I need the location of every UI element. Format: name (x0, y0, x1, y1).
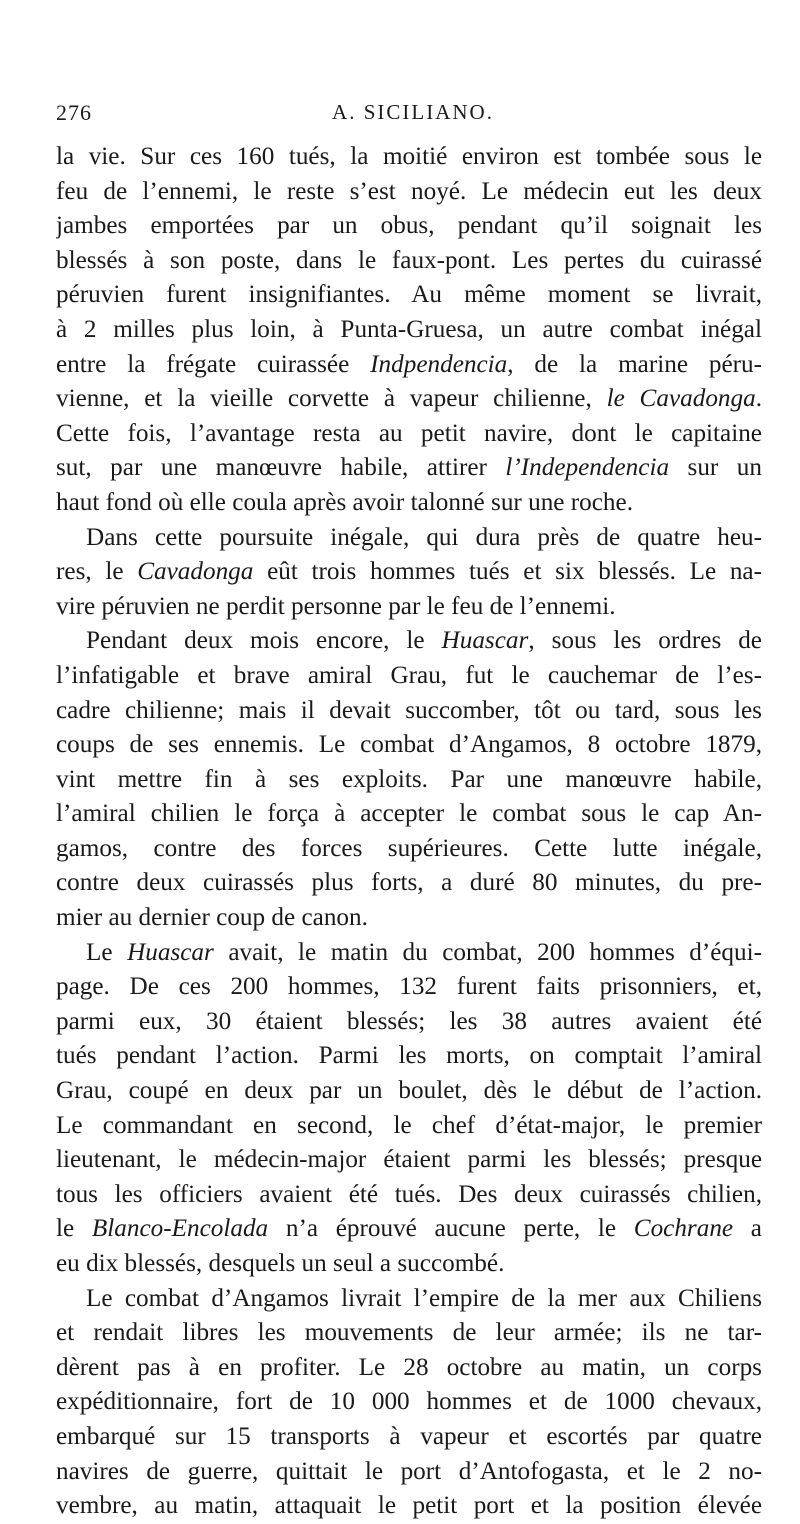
text-run: eût trois hommes tués et six blessés. Le na- (253, 558, 762, 586)
text-run: contre deux cuirassés plus forts, a duré 80 minutes, du pre- (56, 869, 762, 897)
text-run: vienne, et la vieille corvette à vapeur chilienne, (56, 385, 607, 413)
text-run: et rendait libres les mouvements de leur armée; ils ne tar- (56, 1319, 762, 1347)
text-line (56, 1351, 762, 1386)
text-line (56, 417, 762, 452)
text-run: res, le (56, 558, 138, 586)
body-text (56, 140, 762, 1524)
text-run: , de la marine péru- (507, 350, 762, 378)
text-run: jambes emportées par un obus, pendant qu’il soignait les (56, 212, 762, 240)
text-line (56, 1074, 762, 1109)
text-run: coups de ses ennemis. Le combat d’Angamos, 8 octobre 1879, (56, 731, 762, 759)
italic-text: Cavadonga (137, 558, 254, 586)
text-run: l’infatigable et brave amiral Grau, fut le cauchemar de l’es- (56, 661, 762, 689)
paragraph (56, 936, 762, 1282)
text-line (56, 1109, 762, 1144)
italic-text: le Cavadonga (606, 385, 756, 413)
text-line (56, 278, 762, 313)
text-line (56, 244, 762, 279)
text-run: vembre, au matin, attaquait le petit port et la position élevée (56, 1492, 762, 1520)
text-run: navires de guerre, quittait le port d’Antofogasta, et le 2 no- (56, 1457, 762, 1485)
text-run: tous les officiers avaient été tués. Des deux cuirassés chilien, (56, 1180, 762, 1208)
text-line (56, 1385, 762, 1420)
text-line (56, 901, 762, 936)
text-run: haut fond où elle coula après avoir talonné sur une roche. (56, 488, 634, 516)
text-run: Le combat d’Angamos livrait l’empire de la mer aux Chiliens (86, 1284, 762, 1312)
text-line (56, 866, 762, 901)
text-line (56, 763, 762, 798)
page-number: 276 (56, 100, 92, 125)
text-run: eu dix blessés, desquels un seul a succombé. (56, 1250, 505, 1277)
text-run: entre la frégate cuirassée (56, 350, 371, 378)
text-run: feu de l’ennemi, le reste s’est noyé. Le médecin eut les deux (56, 177, 762, 205)
text-run: Le commandant en second, le chef d’état-major, le premier (56, 1111, 762, 1139)
italic-text: Blanco-Encolada (91, 1215, 269, 1243)
text-run: Pendant deux mois encore, le (86, 627, 442, 655)
text-line (56, 1143, 762, 1178)
text-run: vire péruvien ne perdit personne par le feu de l’ennemi. (56, 592, 616, 620)
text-line (56, 1212, 762, 1247)
text-line (56, 209, 762, 244)
paragraph (56, 624, 762, 935)
text-run: Le (86, 938, 128, 966)
text-line (56, 1247, 762, 1282)
text-line (56, 175, 762, 210)
text-run: embarqué sur 15 transports à vapeur et escortés par quatre (56, 1422, 762, 1450)
text-line (56, 521, 762, 556)
running-head: A. SICILIANO. (332, 100, 494, 124)
text-run: gamos, contre des forces supérieures. Cette lutte inégale, (56, 834, 762, 862)
text-line (56, 1420, 762, 1455)
text-run: tués pendant l’action. Parmi les morts, on comptait l’amiral (56, 1042, 762, 1070)
text-run: à 2 milles plus loin, à Punta-Gruesa, un autre combat inégal (56, 315, 762, 343)
text-line (56, 382, 762, 417)
text-run: sur un (669, 454, 762, 482)
text-line (56, 486, 762, 521)
text-line (56, 970, 762, 1005)
text-line (56, 832, 762, 867)
text-line (56, 313, 762, 348)
text-run: péruvien furent insignifiantes. Au même moment se livrait, (56, 281, 762, 309)
paragraph (56, 521, 762, 625)
text-line (56, 348, 762, 383)
text-run: lieutenant, le médecin-major étaient parmi les blessés; presque (56, 1146, 762, 1174)
text-run: mier au dernier coup de canon. (56, 904, 368, 932)
text-line (56, 1282, 762, 1317)
text-line (56, 451, 762, 486)
text-line (56, 936, 762, 971)
text-run: a (733, 1215, 762, 1243)
text-run: expéditionnaire, fort de 10 000 hommes et de 1000 chevaux, (56, 1388, 762, 1416)
text-run: , sous les ordres de (528, 627, 762, 655)
text-run: . (755, 385, 762, 413)
text-run: sut, par une manœuvre habile, attirer (56, 454, 506, 482)
text-line (56, 694, 762, 729)
text-line (56, 1455, 762, 1490)
text-line (56, 140, 762, 175)
text-run: page. De ces 200 hommes, 132 furent faits prisonniers, et, (56, 973, 762, 1001)
text-run: Dans cette poursuite inégale, qui dura près de quatre heu- (86, 523, 762, 551)
text-line (56, 1316, 762, 1351)
italic-text: l’Independencia (505, 454, 670, 482)
text-run: blessés à son poste, dans le faux-pont. Les pertes du cuirassé (56, 246, 762, 274)
paragraph (56, 1282, 762, 1524)
text-line (56, 1005, 762, 1040)
text-run: avait, le matin du combat, 200 hommes d’équi- (213, 938, 762, 966)
italic-text: Indpendencia (370, 350, 508, 378)
text-run: parmi eux, 30 étaient blessés; les 38 autres avaient été (56, 1007, 762, 1035)
text-line (56, 1489, 762, 1524)
text-run: le (56, 1215, 92, 1243)
page-header (56, 100, 760, 130)
text-run: vint mettre fin à ses exploits. Par une manœuvre habile, (56, 765, 762, 793)
text-run: l’amiral chilien le força à accepter le combat sous le cap An- (56, 800, 762, 828)
text-line (56, 555, 762, 590)
text-line (56, 624, 762, 659)
text-run: cadre chilienne; mais il devait succomber, tôt ou tard, sous les (56, 696, 762, 724)
text-run: n’a éprouvé aucune perte, le (268, 1215, 634, 1243)
text-line (56, 590, 762, 625)
text-line (56, 797, 762, 832)
text-line (56, 659, 762, 694)
paragraph (56, 140, 762, 521)
italic-text: Cochrane (633, 1215, 734, 1243)
text-line (56, 728, 762, 763)
text-run: Grau, coupé en deux par un boulet, dès le début de l’action. (56, 1077, 762, 1105)
text-line (56, 1039, 762, 1074)
text-run: la vie. Sur ces 160 tués, la moitié environ est tombée sous le (56, 143, 762, 170)
text-run: Cette fois, l’avantage resta au petit navire, dont le capitaine (56, 419, 762, 447)
italic-text: Huascar (441, 627, 529, 655)
italic-text: Huascar (127, 938, 214, 966)
text-line (56, 1178, 762, 1213)
text-run: dèrent pas à en profiter. Le 28 octobre au matin, un corps (56, 1353, 762, 1381)
